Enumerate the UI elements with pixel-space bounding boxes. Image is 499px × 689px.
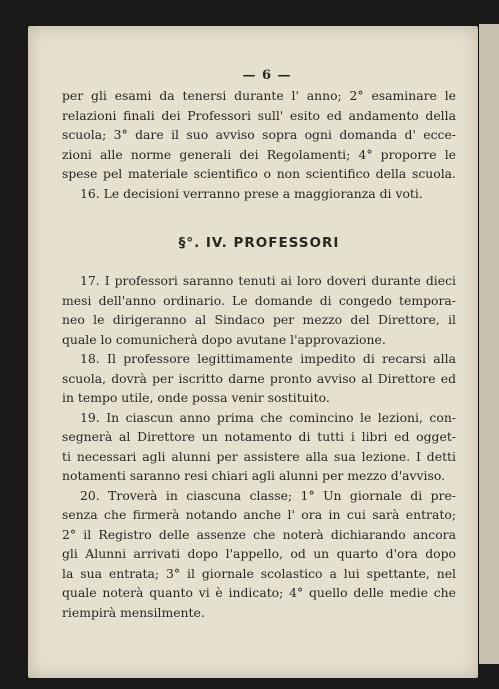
text-line: quale noterà quanto vi è indicato; 4° quello delle medie che (62, 585, 456, 600)
text-line: quale lo comunicherà dopo avutane l'approvazione. (62, 331, 386, 347)
text-line: per gli esami da tenersi durante l' anno; 2° esaminare le (62, 88, 456, 103)
text-line: 19. In ciascun anno prima che comincino le lezioni, con- (80, 409, 456, 425)
text-line: ti necessari agli alunni per assistere alla sua lezione. I detti (62, 448, 456, 464)
text-line: in tempo utile, onde possa venir sostituito. (62, 390, 330, 405)
text-line: relazioni finali dei Professori sull' esito ed andamento della (62, 107, 456, 123)
text-line: 2° il Registro delle assenze che noterà dichiarando ancora (62, 526, 456, 542)
text-line: 17. I professori saranno tenuti ai loro doveri durante dieci (80, 273, 456, 288)
text-line: la sua entrata; 3° il giornale scolastico a lui spettante, nel (62, 565, 456, 581)
text-line: riempirà mensilmente. (62, 604, 205, 620)
page-text (62, 66, 456, 622)
text-line: scuola; 3° dare il suo avviso sopra ogni domanda d' ecce- (62, 127, 456, 142)
text-line: segnerà al Direttore un notamento di tutti i libri ed ogget- (62, 429, 456, 444)
text-line: 16. Le decisioni verranno prese a maggioranza di voti. (80, 185, 423, 201)
text-line: senza che firmerà notando anche l' ora in cui sarà entrato; (62, 507, 456, 522)
text-line: 18. Il professore legittimamente impedito di recarsi alla (80, 351, 456, 366)
adjacent-page-edge (477, 24, 499, 664)
text-line: notamenti saranno resi chiari agli alunni per mezzo d'avviso. (62, 468, 446, 483)
section-heading: §°. IV. PROFESSORI (178, 235, 340, 251)
text-line: gli Alunni arrivati dopo l'appello, od un quarto d'ora dopo (62, 546, 456, 561)
text-line: spese pel materiale scientifico o non scientifico della scuola. (62, 166, 456, 181)
text-line: scuola, dovrà per iscritto darne pronto avviso al Direttore ed (62, 370, 456, 386)
text-line: neo le dirigeranno al Sindaco per mezzo del Direttore, il (62, 312, 456, 327)
text-line: 20. Troverà in ciascuna classe; 1° Un giornale di pre- (80, 487, 456, 503)
page-number: — 6 — (242, 68, 292, 83)
text-line: zioni alle norme generali dei Regolamenti; 4° proporre le (62, 146, 456, 162)
text-line: mesi dell'anno ordinario. Le domande di congedo tempora- (62, 292, 456, 308)
